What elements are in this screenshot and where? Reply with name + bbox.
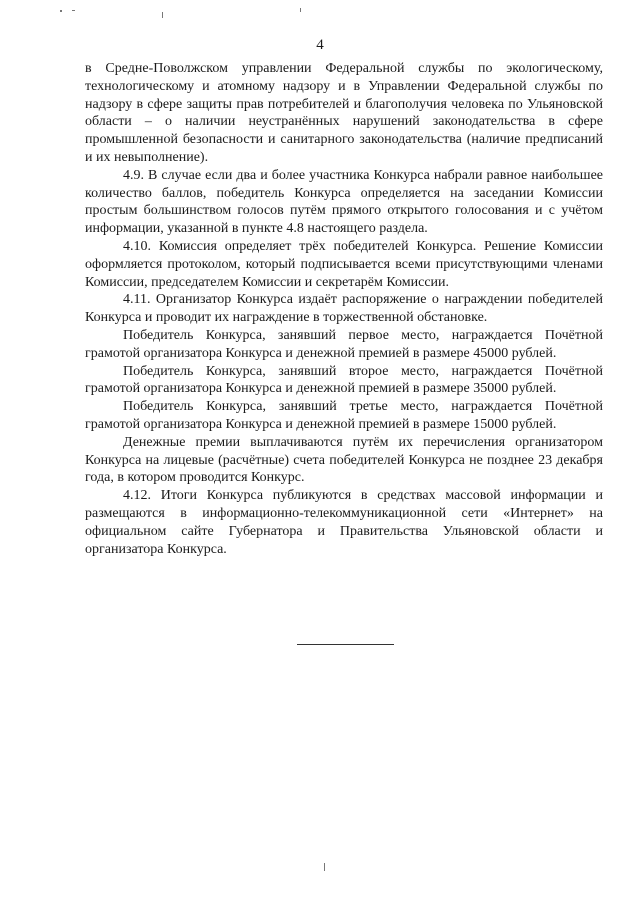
scan-speck [72,10,75,11]
scan-speck [300,8,301,12]
paragraph-4-12: 4.12. Итоги Конкурса публикуются в средствах массовой информации и размещаются в информационно-телекоммуникационной сети «Интернет» на официальном сайте Губернатора и Правительства Ульяновской области и организатора Конкурса. [85,488,603,557]
paragraph-4-11: 4.11. Организатор Конкурса издаёт распоряжение о награждении победителей Конкурса и проводит их награждение в торжественной обстановке. [85,292,603,326]
page-number: 4 [316,37,324,53]
paragraph-continuation: в Средне-Поволжском управлении Федеральной службы по экологическому, технологическому и атомному надзору и в Управлении Федеральной службы по надзору в сфере защиты прав потребителей и благополучия человека по Ульяновской области – о наличии неустранённых нарушений законодательства в сфере промышленной безопасности и санитарного законодательства (наличие предписаний и их невыполнение). [85,61,603,165]
document-body [85,60,603,558]
paragraph-first-place: Победитель Конкурса, занявший первое место, награждается Почётной грамотой организатора Конкурса и денежной премией в размере 45000 рублей. [85,327,603,361]
scan-speck [162,12,163,18]
paragraph-payment: Денежные премии выплачиваются путём их перечисления организатором Конкурса на лицевые (расчётные) счета победителей Конкурса не позднее 23 декабря года, в котором проводится Конкурс. [85,434,603,486]
scan-speck [324,863,325,871]
paragraph-second-place: Победитель Конкурса, занявший второе место, награждается Почётной грамотой организатора Конкурса и денежной премией в размере 35000 рублей. [85,363,603,397]
end-of-text-line [297,644,394,645]
paragraph-4-10: 4.10. Комиссия определяет трёх победителей Конкурса. Решение Комиссии оформляется протоколом, который подписывается всеми присутствующими членами Комиссии, председателем Комиссии и секретарём Комиссии. [85,238,603,290]
scan-speck [60,10,62,12]
paragraph-4-9: 4.9. В случае если два и более участника Конкурса набрали равное наибольшее количество баллов, победитель Конкурса определяется на заседании Комиссии простым большинством голосов путём прямого открытого голосования и с учётом информации, указанной в пункте 4.8 настоящего раздела. [85,167,603,237]
paragraph-third-place: Победитель Конкурса, занявший третье место, награждается Почётной грамотой организатора Конкурса и денежной премией в размере 15000 рублей. [85,399,603,432]
